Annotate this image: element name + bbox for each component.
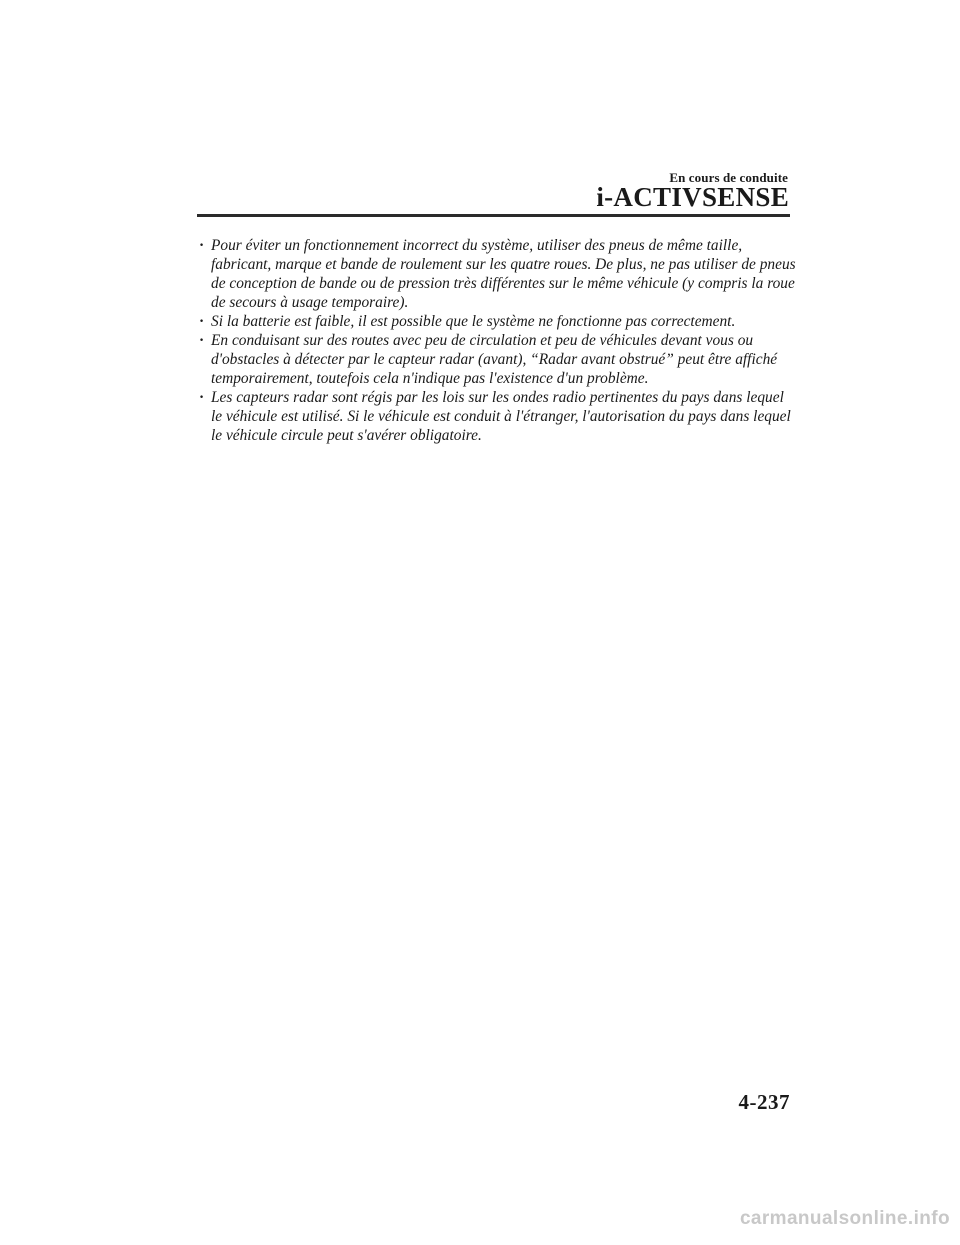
bullet-dot-icon: ·	[199, 313, 205, 330]
bullet-list	[198, 236, 798, 445]
bullet-item	[198, 388, 798, 445]
bullet-text: Les capteurs radar sont régis par les lois sur les ondes radio pertinentes du pays dans lequel le véhicule est utilisé. Si le véhicule est conduit à l'étranger, l'autorisation du pays dans lequel le véhicule circule peut s'avérer obligatoire.	[211, 389, 791, 444]
bullet-text: Pour éviter un fonctionnement incorrect du système, utiliser des pneus de même taille, fabricant, marque et bande de roulement sur les quatre roues. De plus, ne pas utiliser de pneus de conception de bande ou de pression très différentes sur le même véhicule (y compris la roue de secours à usage temporaire).	[211, 237, 796, 311]
chapter-title: i-ACTIVSENSE	[596, 182, 789, 212]
bullet-text: En conduisant sur des routes avec peu de circulation et peu de véhicules devant vous ou d'obstacles à détecter par le capteur radar (avant), “Radar avant obstrué” peut être affiché temporairement, toutefois cela n'indique pas l'existence d'un problème.	[211, 332, 778, 387]
bullet-item	[198, 312, 798, 331]
bullet-dot-icon: ·	[199, 332, 205, 349]
bullet-dot-icon: ·	[199, 237, 205, 254]
page-number: 4-237	[738, 1090, 790, 1114]
bullet-text: Si la batterie est faible, il est possible que le système ne fonctionne pas correctement.	[211, 313, 736, 330]
section-label: En cours de conduite	[669, 170, 788, 185]
bullet-item	[198, 331, 798, 388]
watermark: carmanualsonline.info	[739, 1208, 950, 1229]
bullet-item	[198, 236, 798, 312]
bullet-dot-icon: ·	[199, 389, 205, 406]
header-divider	[197, 214, 790, 217]
